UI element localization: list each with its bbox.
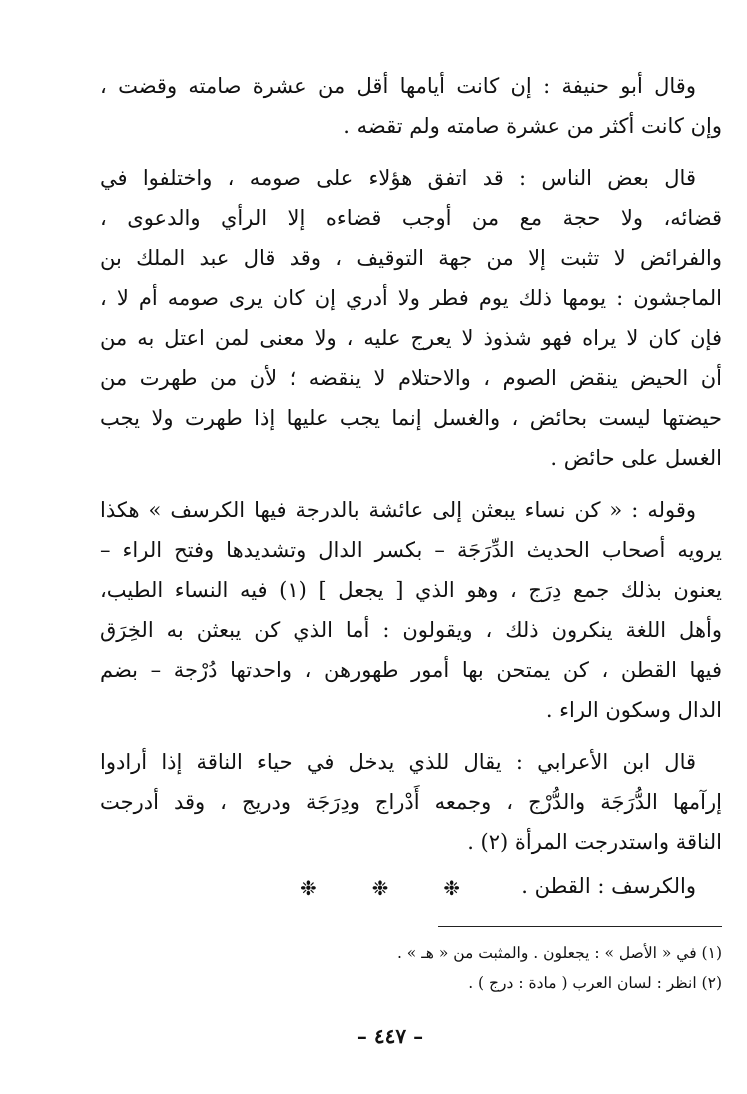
text-line: قال ابن الأعرابي : يقال للذي يدخل في حياء الناقة إذا أرادوا [100,750,696,774]
section-separator [300,876,460,900]
text-line: يرويه أصحاب الحديث الدِّرَجَة – بكسر الدال وتشديدها وفتح الراء – [100,538,722,562]
text-line: والفرائض لا تثبت إلا من جهة التوقيف ، وقد قال عبد الملك بن [100,246,722,270]
text-line: حيضتها ليست بحائض ، والغسل إنما يجب عليها إذا طهرت ولا يجب [100,406,722,430]
flower-ornament-icon: ❉ [300,876,317,900]
paragraph-hadith-darajah [100,486,722,730]
text-line: الناقة واستدرجت المرأة (٢) . [467,830,722,854]
paragraph-some-people [100,154,722,478]
text-line: وقوله : « كن نساء يبعثن إلى عائشة بالدرجة فيها الكرسف » هكذا [100,498,696,522]
paragraph-ibn-al-arabi [100,738,722,862]
text-line: أن الحيض ينقض الصوم ، والاحتلام لا ينقضه ؛ لأن من طهرت من [100,366,722,390]
text-line: والكرسف : القطن . [521,874,696,898]
footnote-1: (١) في « الأصل » : يجعلون . والمثبت من « هـ » . [396,944,722,962]
flower-ornament-icon: ❉ [443,876,460,900]
paragraph-abu-hanifa [100,62,722,146]
text-line: الماجشون : يومها ذلك يوم فطر ولا أدري إن كان يرى صومه أم لا ، [100,286,722,310]
text-line: وقال أبو حنيفة : إن كانت أيامها أقل من عشرة صامته وقضت ، [100,74,696,98]
footnotes [122,938,722,998]
text-line: وأهل اللغة ينكرون ذلك ، ويقولون : أما الذي كن يبعثن به الخِرَق [100,618,722,642]
text-line: قال بعض الناس : قد اتفق هؤلاء على صومه ، واختلفوا في [100,166,696,190]
page-body [100,62,722,906]
footnote-2: (٢) انظر : لسان العرب ( مادة : درج ) . [468,974,722,992]
text-line: قضائه، ولا حجة مع من أوجب قضاءه إلا الرأي والدعوى ، [100,206,722,230]
text-line: الغسل على حائض . [550,446,722,470]
text-line: الدال وسكون الراء . [545,698,722,722]
flower-ornament-icon: ❉ [371,876,389,900]
text-line: فإن كان لا يراه فهو شذوذ لا يعرج عليه ، ولا معنى لمن اعتل به من [100,326,722,350]
text-line: إرآمها الدُّرَجَة والدُّرْج ، وجمعه أَدْراج ودِرَجَة ودريج ، وقد أدرجت [100,790,722,814]
page-number: – ٤٤٧ – [356,1024,424,1048]
text-line: فيها القطن ، كن يمتحن بها أمور طهورهن ، واحدتها دُرْجة – بضم [100,658,722,682]
text-line: وإن كانت أكثر من عشرة صامته ولم تقضه . [343,114,722,138]
text-line: يعنون بذلك جمع دِرَج ، وهو الذي [ يجعل ] (١) فيه النساء الطيب، [100,578,722,602]
footnote-divider [438,926,722,927]
